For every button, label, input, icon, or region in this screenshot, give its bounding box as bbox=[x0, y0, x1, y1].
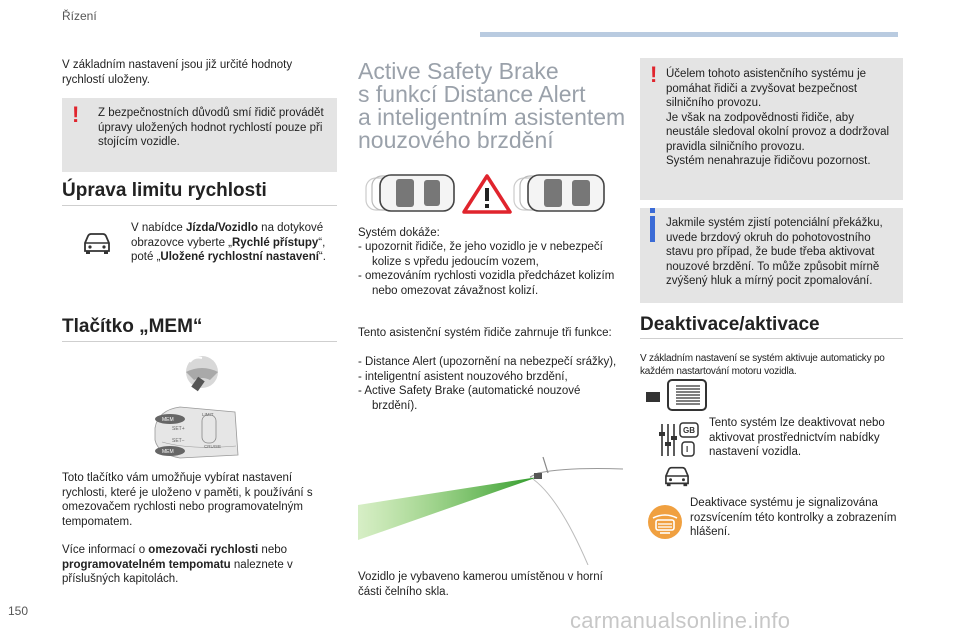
watermark: carmanualsonline.info bbox=[570, 608, 791, 633]
includes-label: Tento asistenční systém řidiče zahrnuje tři funkce: bbox=[358, 327, 612, 339]
main-title bbox=[358, 60, 628, 152]
stalk-illustration bbox=[150, 350, 260, 465]
collision-illustration bbox=[362, 170, 627, 218]
settings-icon bbox=[658, 420, 700, 460]
title-line: a inteligentním asistentem bbox=[358, 104, 626, 130]
section-label: Řízení bbox=[62, 9, 97, 23]
deactivate-via-menu: Tento systém lze deaktivovat nebo aktivovat prostřednictvím nabídky nastavení vozidla. bbox=[709, 417, 885, 458]
stalk-label: MEM bbox=[162, 449, 174, 455]
intro-text: V základním nastavení jsou již určité hodnoty rychlostí uloženy. bbox=[62, 59, 293, 86]
warning-line: Systém nenahrazuje řidičovu pozornost. bbox=[666, 155, 871, 167]
warning-box-speed bbox=[62, 98, 337, 172]
speed-limit-title: Úprava limitu rychlosti bbox=[62, 180, 267, 201]
list-item: - omezováním rychlosti vozidla předcházet kolizím nebo omezovat závažnost kolizí. bbox=[358, 269, 620, 298]
info-icon bbox=[650, 216, 655, 242]
stalk-label: CRUISE bbox=[204, 444, 222, 449]
more-info-text: Více informací o omezovači rychlosti nebo programovatelném tempomatu naleznete v příslušných kapitolách. bbox=[62, 544, 293, 585]
mem-title: Tlačítko „MEM“ bbox=[62, 316, 203, 337]
list-item: - Active Safety Brake (automatické nouzové brzdění). bbox=[358, 384, 620, 413]
warning-triangle-icon bbox=[464, 176, 510, 212]
warning-icon: ! bbox=[650, 62, 658, 87]
stalk-label: SET− bbox=[172, 438, 185, 444]
can-do-label: Systém dokáže: bbox=[358, 227, 440, 239]
deactivation-title: Deaktivace/aktivace bbox=[640, 314, 820, 335]
stalk-label: MEM bbox=[162, 417, 174, 423]
default-text: V základním nastavení se systém aktivuje automaticky po každém nastartování motoru vozidla. bbox=[640, 353, 885, 377]
info-box bbox=[640, 208, 903, 303]
warning-line: Účelem tohoto asistenčního systému je pomáhat řidiči a zvyšovat bezpečnost silničního provozu. bbox=[666, 68, 867, 109]
info-label: I bbox=[686, 445, 689, 454]
collision-warning-lamp-icon bbox=[647, 504, 683, 540]
list-item: - inteligentní asistent nouzového brzdění, bbox=[358, 370, 620, 385]
title-line: nouzového brzdění bbox=[358, 127, 554, 153]
mem-description: Toto tlačítko vám umožňuje vybírat nastavení rychlosti, které je uloženo v paměti, k používání s omezovačem rychlosti nebo programovatelným tempomatem. bbox=[62, 472, 313, 528]
warning-box-responsibility bbox=[640, 58, 903, 200]
divider bbox=[62, 341, 337, 342]
gb-label: GB bbox=[683, 426, 695, 435]
warning-icon: ! bbox=[72, 102, 80, 127]
touchscreen-icon bbox=[646, 378, 708, 414]
warning-line: Je však na zodpovědnosti řidiče, aby neustále sledoval okolní provoz a dodržoval pravidla silničního provozu. bbox=[666, 111, 890, 153]
page-number: 150 bbox=[8, 604, 29, 618]
speed-limit-text: V nabídce Jízda/Vozidlo na dotykové obrazovce vyberte „Rychlé přístupy“, poté „Uložené rychlostní nastavení“. bbox=[131, 222, 326, 263]
car-icon bbox=[82, 230, 112, 256]
info-text: Jakmile systém zjistí potenciální překážku, uvede brzdový okruh do pohotovostního stavu pro případ, že bude třeba aktivovat nouzové brzdění. To může způsobit mírně zvýšený hluk a mírný pocit zpomalování. bbox=[666, 217, 883, 287]
title-line: Active Safety Brake bbox=[358, 58, 559, 84]
divider bbox=[62, 205, 337, 206]
indicator-text: Deaktivace systému je signalizována rozsvícením této kontrolky a zobrazením hlášení. bbox=[690, 497, 897, 538]
stalk-label: LIMIT bbox=[202, 412, 214, 417]
includes-list bbox=[358, 355, 620, 413]
list-item: - Distance Alert (upozornění na nebezpečí srážky), bbox=[358, 355, 620, 370]
camera-illustration bbox=[358, 455, 628, 565]
divider bbox=[640, 338, 903, 339]
list-item: - upozornit řidiče, že jeho vozidlo je v nebezpečí kolize s vpředu jedoucím vozem, bbox=[358, 240, 620, 269]
stalk-label: SET+ bbox=[172, 426, 185, 432]
can-do-list bbox=[358, 240, 620, 298]
warning-text: Z bezpečnostních důvodů smí řidič provádět úpravy uložených hodnot rychlostí pouze při stojícím vozidle. bbox=[98, 107, 324, 148]
car-icon bbox=[662, 464, 692, 488]
header-bar bbox=[480, 32, 898, 37]
camera-text: Vozidlo je vybaveno kamerou umístěnou v horní části čelního skla. bbox=[358, 571, 603, 598]
title-line: s funkcí Distance Alert bbox=[358, 81, 586, 107]
